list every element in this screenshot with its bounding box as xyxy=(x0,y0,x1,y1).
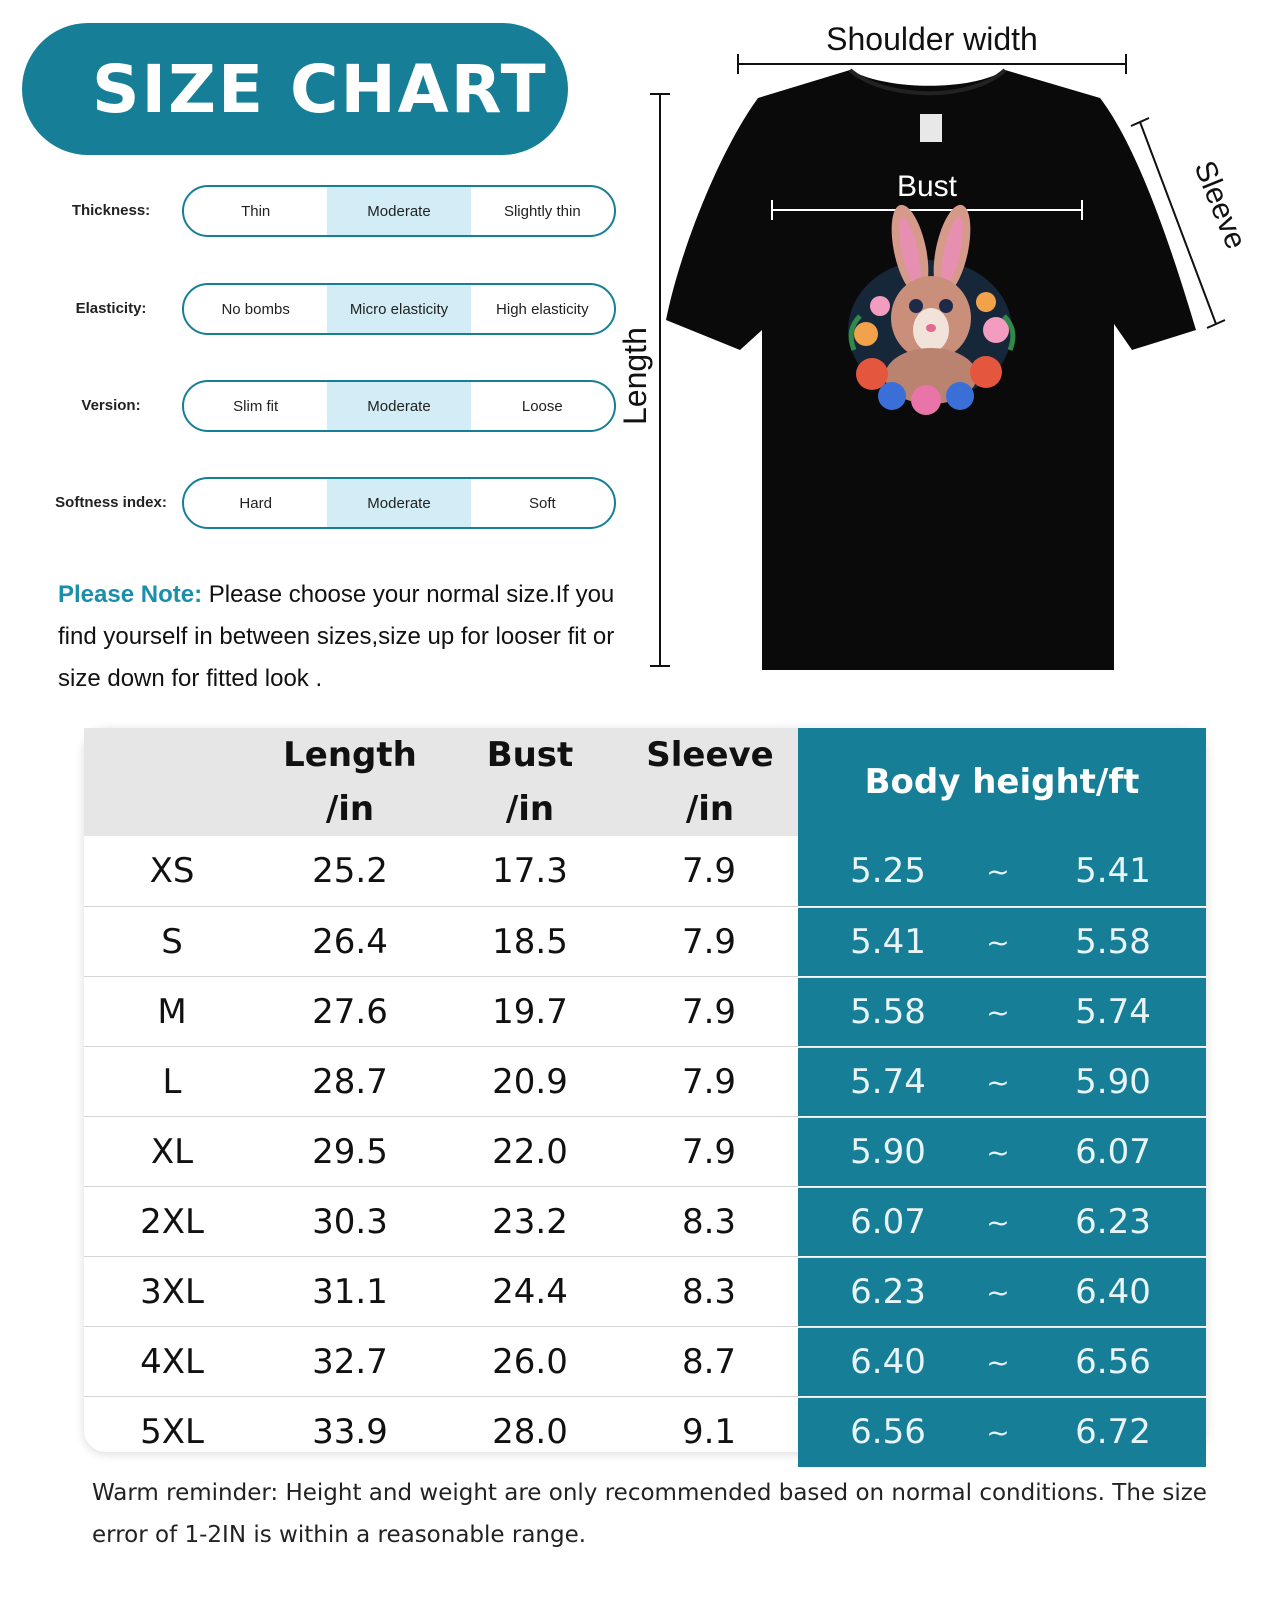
size-cell: 3XL xyxy=(140,1272,204,1312)
length-cell: 32.7 xyxy=(312,1342,388,1382)
height-max: 6.07 xyxy=(1075,1132,1151,1172)
sleeve-cell: 7.9 xyxy=(681,992,737,1032)
table-row xyxy=(84,1046,1206,1116)
range-tilde: ~ xyxy=(986,995,1010,1029)
range-tilde: ~ xyxy=(986,1135,1010,1169)
height-min: 6.40 xyxy=(850,1342,926,1382)
size-cell: XS xyxy=(149,851,195,891)
elasticity-option-micro: Micro elasticity xyxy=(327,285,470,333)
range-tilde: ~ xyxy=(986,1205,1010,1239)
sleeve-cell: 7.9 xyxy=(681,1062,737,1102)
sleeve-cell: 7.9 xyxy=(681,922,737,962)
bust-label: Bust xyxy=(896,170,958,203)
thickness-scale xyxy=(182,185,616,237)
version-option-slim-fit: Slim fit xyxy=(233,397,279,415)
length-cell: 28.7 xyxy=(312,1062,388,1102)
height-range-cell xyxy=(798,907,1206,977)
table-row xyxy=(84,906,1206,976)
height-min: 5.74 xyxy=(850,1062,926,1102)
version-scale xyxy=(182,380,616,432)
sleeve-cell: 7.9 xyxy=(681,851,737,891)
size-cell: 2XL xyxy=(140,1202,204,1242)
table-row xyxy=(84,1326,1206,1396)
height-max: 5.58 xyxy=(1075,922,1151,962)
size-cell: S xyxy=(161,922,183,962)
tshirt-measurement-diagram xyxy=(617,0,1280,700)
attr-label-elasticity: Elasticity: xyxy=(75,300,147,317)
length-label: Length xyxy=(617,327,653,425)
header-body-height: Body height/ft xyxy=(798,728,1206,836)
bust-cell: 18.5 xyxy=(492,922,568,962)
height-range-cell xyxy=(798,1117,1206,1187)
table-row xyxy=(84,1396,1206,1466)
height-range-cell xyxy=(798,977,1206,1047)
range-tilde: ~ xyxy=(986,1345,1010,1379)
thickness-option-thin: Thin xyxy=(241,202,271,220)
range-tilde: ~ xyxy=(986,1275,1010,1309)
size-table xyxy=(84,728,1206,1452)
sizing-note xyxy=(58,574,618,700)
elasticity-option-high: High elasticity xyxy=(496,300,589,318)
version-option-loose: Loose xyxy=(521,397,563,415)
length-cell: 25.2 xyxy=(312,851,388,891)
height-min: 5.41 xyxy=(850,922,926,962)
height-range-cell xyxy=(798,1187,1206,1257)
length-cell: 29.5 xyxy=(312,1132,388,1172)
elasticity-option-no-bombs: No bombs xyxy=(221,300,290,318)
softness-scale xyxy=(182,477,616,529)
bust-cell: 23.2 xyxy=(492,1202,568,1242)
table-body xyxy=(84,836,1206,1466)
size-chart-title-badge xyxy=(22,23,568,155)
header-length-title: Length xyxy=(283,735,417,775)
header-sleeve-unit: /in xyxy=(685,789,735,829)
height-range-cell xyxy=(798,1327,1206,1397)
sleeve-label: Sleeve xyxy=(1187,156,1253,254)
bust-cell: 28.0 xyxy=(492,1412,568,1452)
height-min: 6.56 xyxy=(850,1412,926,1452)
bust-cell: 19.7 xyxy=(492,992,568,1032)
thickness-option-moderate: Moderate xyxy=(327,187,470,235)
height-range-cell xyxy=(798,836,1206,906)
shoulder-width-line xyxy=(738,54,1126,74)
sleeve-cell: 9.1 xyxy=(681,1412,737,1452)
attr-label-version: Version: xyxy=(81,397,141,414)
page-title: SIZE CHART xyxy=(92,50,548,128)
table-row xyxy=(84,836,1206,906)
range-tilde: ~ xyxy=(986,854,1010,888)
bust-cell: 20.9 xyxy=(492,1062,568,1102)
attr-label-thickness: Thickness: xyxy=(71,202,151,219)
range-tilde: ~ xyxy=(986,925,1010,959)
bust-cell: 17.3 xyxy=(492,851,568,891)
range-tilde: ~ xyxy=(986,1065,1010,1099)
length-cell: 30.3 xyxy=(312,1202,388,1242)
sleeve-cell: 8.3 xyxy=(681,1202,737,1242)
height-min: 6.23 xyxy=(850,1272,926,1312)
tag-icon xyxy=(920,114,942,142)
table-row xyxy=(84,1256,1206,1326)
length-cell: 31.1 xyxy=(312,1272,388,1312)
size-cell: L xyxy=(162,1062,182,1102)
table-row xyxy=(84,976,1206,1046)
height-range-cell xyxy=(798,1397,1206,1467)
header-length xyxy=(260,728,440,836)
length-cell: 33.9 xyxy=(312,1412,388,1452)
height-min: 5.90 xyxy=(850,1132,926,1172)
sleeve-cell: 7.9 xyxy=(681,1132,737,1172)
tshirt-diagram-svg xyxy=(617,0,1280,700)
height-max: 5.41 xyxy=(1075,851,1151,891)
height-max: 5.90 xyxy=(1075,1062,1151,1102)
bust-cell: 22.0 xyxy=(492,1132,568,1172)
bust-cell: 24.4 xyxy=(492,1272,568,1312)
warm-reminder: Warm reminder: Height and weight are only recommended based on normal conditions. The size error of 1-2IN is within a reasonable range. xyxy=(92,1480,1207,1548)
size-cell: 4XL xyxy=(140,1342,204,1382)
table-header-left xyxy=(84,728,798,836)
length-cell: 26.4 xyxy=(312,922,388,962)
header-bust-unit: /in xyxy=(505,789,555,829)
header-sleeve xyxy=(620,728,800,836)
height-max: 6.23 xyxy=(1075,1202,1151,1242)
table-row xyxy=(84,1186,1206,1256)
size-cell: 5XL xyxy=(140,1412,204,1452)
note-label: Please Note: xyxy=(58,581,203,608)
header-bust-title: Bust xyxy=(486,735,574,775)
attr-label-softness: Softness index: xyxy=(55,494,167,511)
height-min: 5.58 xyxy=(850,992,926,1032)
version-option-moderate: Moderate xyxy=(327,382,470,430)
softness-option-hard: Hard xyxy=(239,494,272,512)
softness-option-moderate: Moderate xyxy=(327,479,470,527)
height-max: 6.56 xyxy=(1075,1342,1151,1382)
thickness-option-slightly-thin: Slightly thin xyxy=(503,202,581,220)
height-max: 6.40 xyxy=(1075,1272,1151,1312)
note-text: Please choose your normal size.If you find yourself in between sizes,size up for looser fit or size down for fitted look . xyxy=(58,581,615,692)
bust-cell: 26.0 xyxy=(492,1342,568,1382)
size-cell: XL xyxy=(150,1132,194,1172)
sleeve-cell: 8.3 xyxy=(681,1272,737,1312)
elasticity-scale xyxy=(182,283,616,335)
height-min: 6.07 xyxy=(850,1202,926,1242)
height-range-cell xyxy=(798,1257,1206,1327)
length-cell: 27.6 xyxy=(312,992,388,1032)
height-max: 5.74 xyxy=(1075,992,1151,1032)
softness-option-soft: Soft xyxy=(528,494,556,512)
table-row xyxy=(84,1116,1206,1186)
size-cell: M xyxy=(157,992,187,1032)
header-length-unit: /in xyxy=(325,789,375,829)
height-max: 6.72 xyxy=(1075,1412,1151,1452)
sleeve-cell: 8.7 xyxy=(681,1342,737,1382)
range-tilde: ~ xyxy=(986,1415,1010,1449)
header-bust xyxy=(440,728,620,836)
header-sleeve-title: Sleeve xyxy=(646,735,774,775)
height-min: 5.25 xyxy=(850,851,926,891)
height-range-cell xyxy=(798,1047,1206,1117)
shoulder-width-label: Shoulder width xyxy=(826,21,1038,57)
length-line xyxy=(650,94,670,666)
